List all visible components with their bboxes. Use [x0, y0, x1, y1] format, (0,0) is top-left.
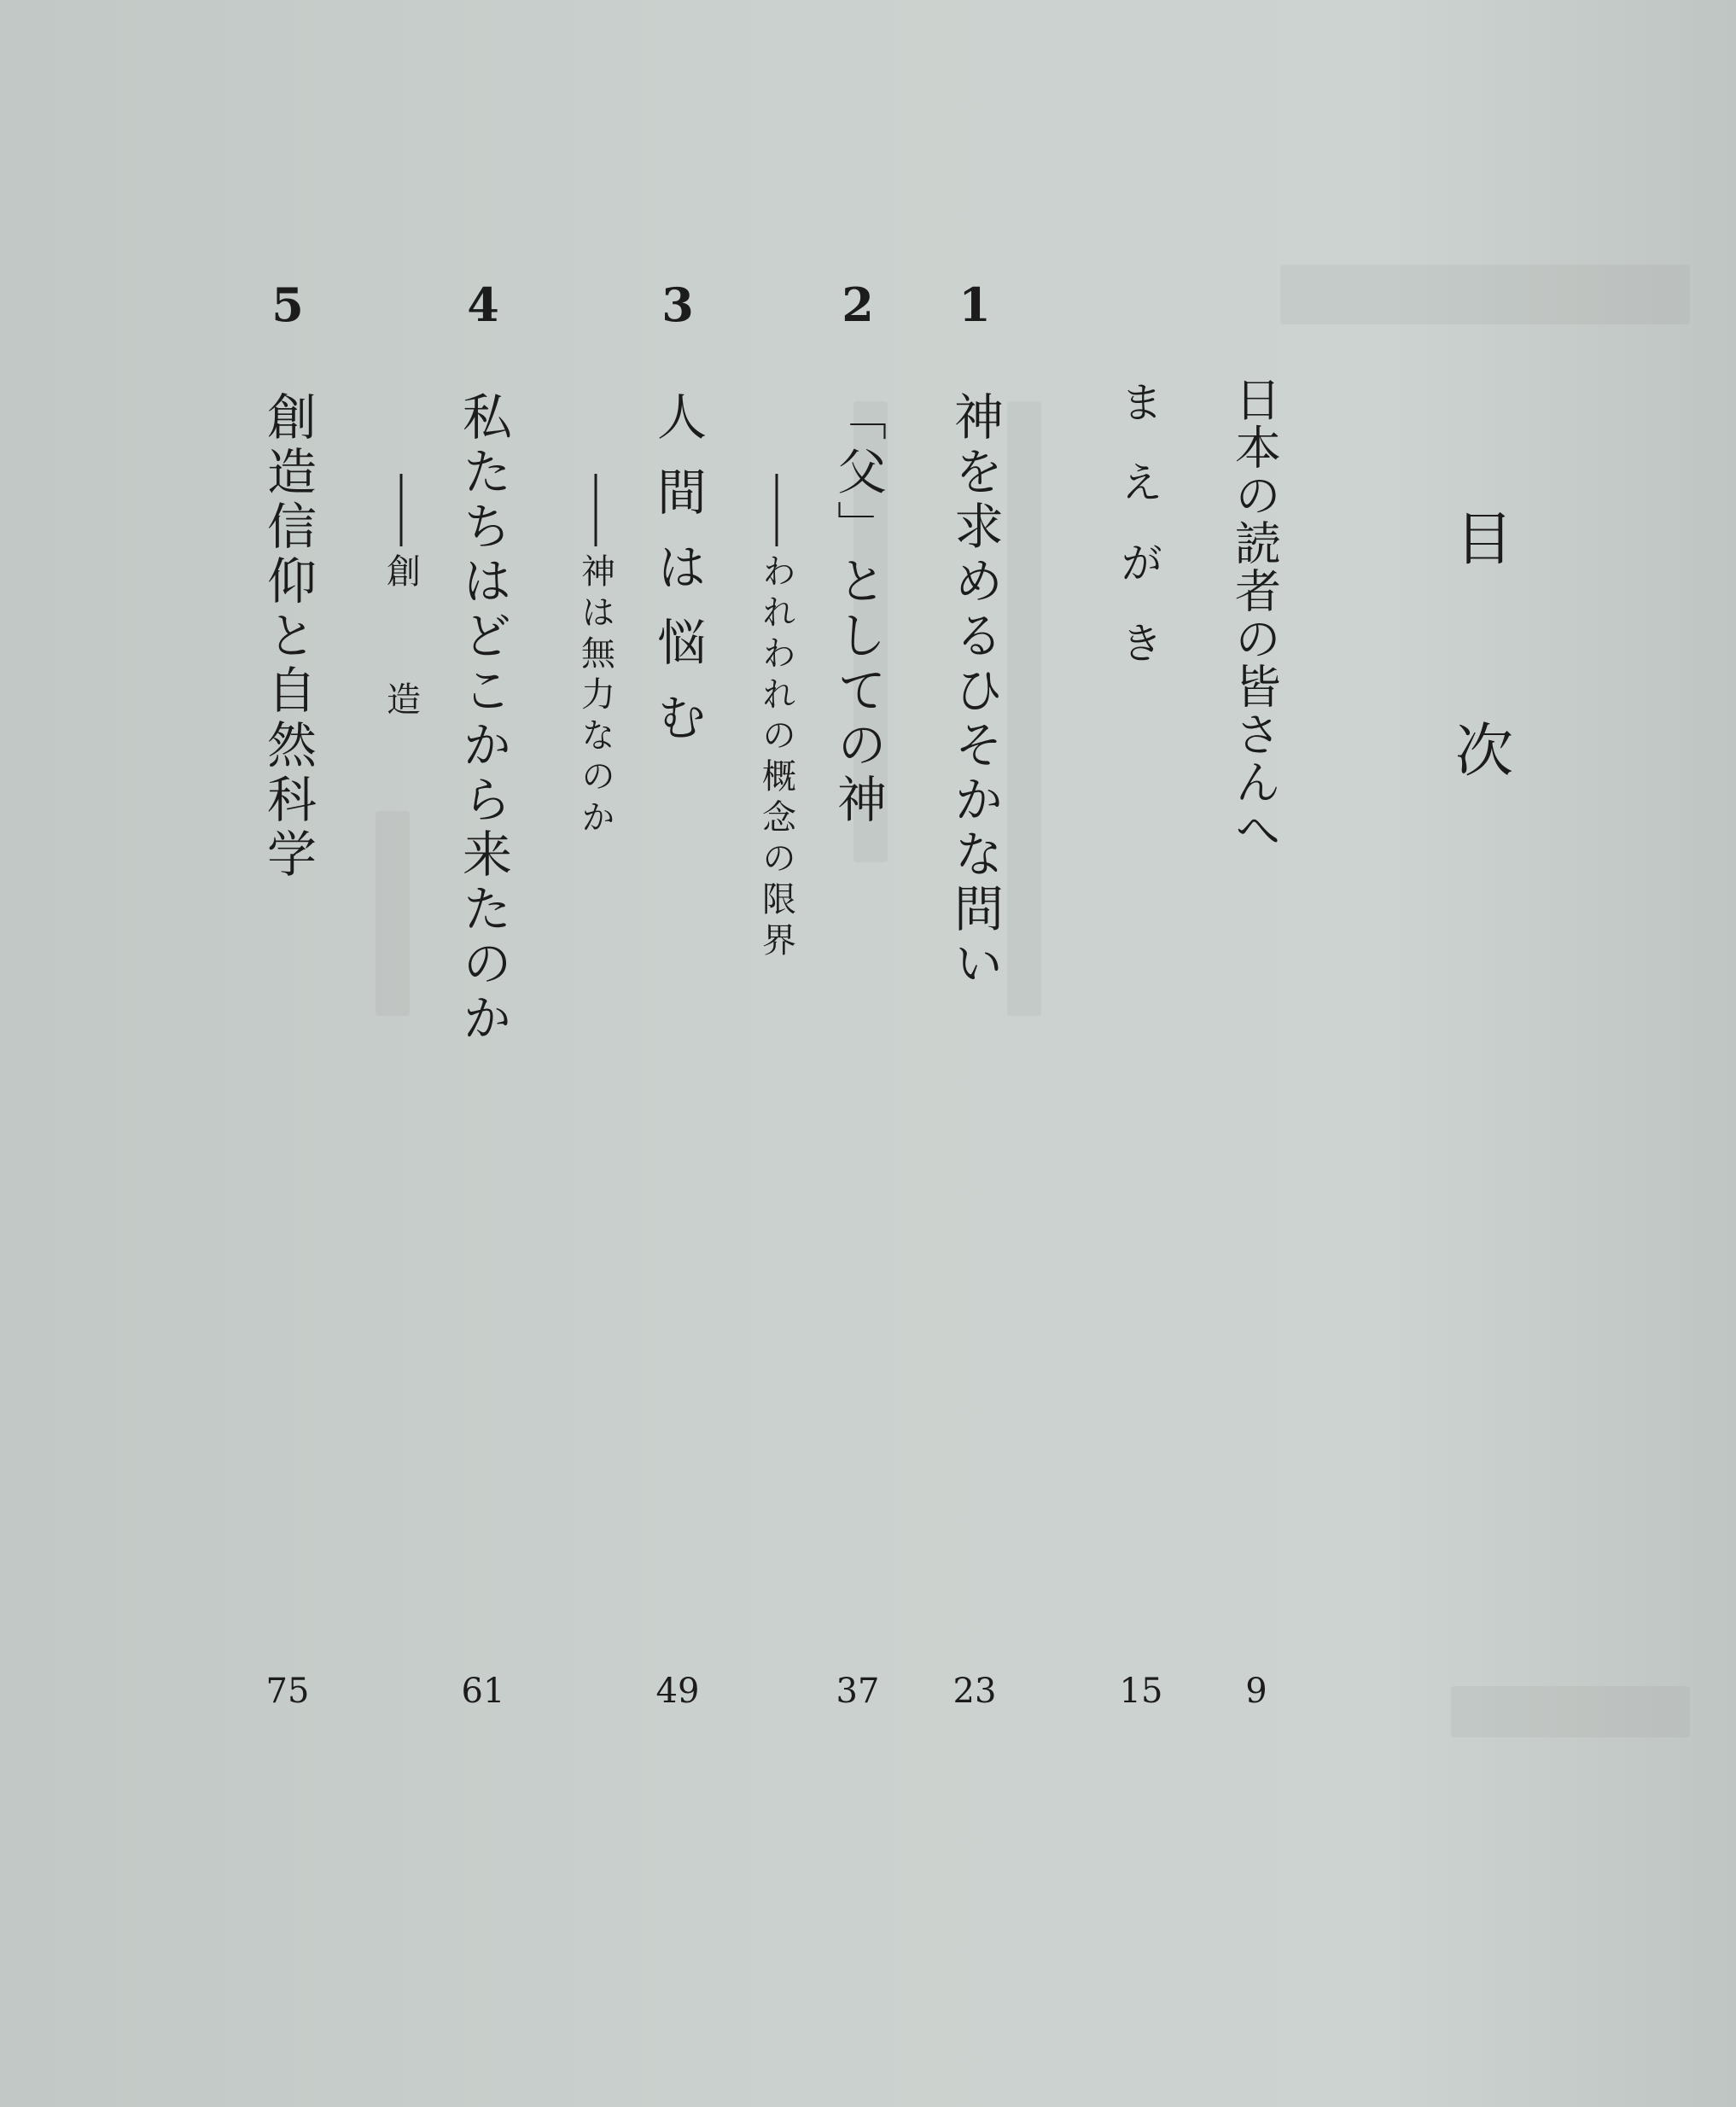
toc-entry-number: 3 — [661, 277, 694, 332]
toc-entry-number: 2 — [842, 277, 874, 332]
toc-entry-page: 61 — [461, 1672, 505, 1711]
toc-title: 目次 — [1445, 508, 1513, 931]
toc-entry-page: 37 — [836, 1672, 880, 1711]
toc-entry-number: 4 — [467, 277, 499, 332]
toc-entry-page: 9 — [1245, 1672, 1267, 1711]
toc-entry-title[interactable]: まえがき — [1114, 380, 1163, 701]
toc-entry-subtitle: われわれの概念の限界 — [756, 553, 796, 963]
em-dash — [776, 474, 778, 546]
toc-entry-number: 1 — [958, 277, 991, 332]
toc-entry-page: 49 — [655, 1672, 700, 1711]
show-through-mark — [376, 811, 410, 1016]
toc-entry-title[interactable]: 神を求めるひそかな問い — [946, 391, 1004, 992]
toc-entry-title[interactable]: 「父」としての神 — [829, 391, 887, 828]
show-through-mark — [1007, 401, 1041, 1016]
toc-entry-number: 5 — [271, 277, 304, 332]
toc-entry-title[interactable]: 日本の読者の皆さんへ — [1227, 376, 1282, 854]
toc-entry-title[interactable]: 創造信仰と自然科学 — [259, 391, 317, 883]
em-dash — [400, 474, 403, 546]
toc-entry-page: 15 — [1119, 1672, 1163, 1711]
em-dash — [595, 474, 597, 546]
toc-entry-title[interactable]: 私たちはどこから来たのか — [454, 391, 512, 1047]
toc-entry-page: 75 — [265, 1672, 310, 1711]
toc-entry-title[interactable]: 人間は悩む — [649, 391, 707, 767]
toc-entry-page: 23 — [952, 1672, 997, 1711]
toc-entry-subtitle: 創造 — [381, 553, 421, 809]
show-through-mark — [1451, 1686, 1690, 1737]
toc-entry-subtitle: 神は無力なのか — [575, 553, 615, 840]
show-through-mark — [1280, 265, 1690, 324]
